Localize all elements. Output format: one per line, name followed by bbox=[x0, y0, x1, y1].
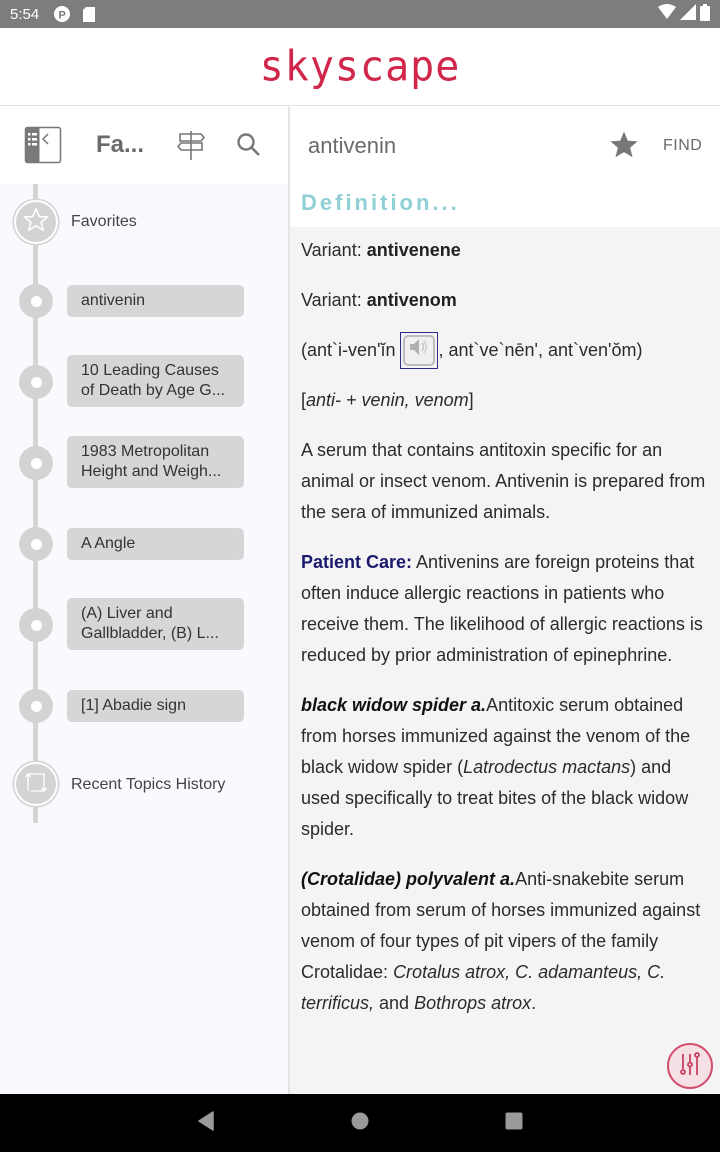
back-icon bbox=[197, 1111, 215, 1136]
star-icon bbox=[608, 148, 640, 165]
sliders-icon bbox=[675, 1049, 705, 1084]
timeline-line bbox=[33, 184, 38, 821]
favorite-item[interactable]: [1] Abadie sign bbox=[67, 690, 244, 722]
timeline-node bbox=[19, 527, 53, 561]
timeline-node bbox=[19, 689, 53, 723]
star-outline-icon bbox=[22, 206, 50, 239]
favorites-label: Favorites bbox=[71, 213, 137, 230]
timeline-node bbox=[19, 608, 53, 642]
app-header bbox=[0, 28, 720, 106]
subentry-black-widow: black widow spider a.Antitoxic serum obtained from horses immunized against the venom of the black widow spider (Latrodectus mactans) and used specifically to treat bites of the black widow spider. bbox=[301, 695, 691, 839]
signpost-icon bbox=[175, 129, 207, 166]
history-swap-icon bbox=[23, 769, 49, 800]
home-icon bbox=[351, 1112, 369, 1135]
panel-toggle-button[interactable] bbox=[24, 126, 62, 169]
subentry-crotalidae: (Crotalidae) polyvalent a.Anti-snakebite serum obtained from serum of horses immunized against venom of four types of pit vipers of the family Crotalidae: Crotalus atrox, C. adamanteus, C. terrificus, and Bothrops atrox. bbox=[301, 869, 701, 1013]
definition-text: A serum that contains antitoxin specific for an animal or insect venom. Antivenin is prepared from the sera of immunized animals. bbox=[301, 440, 706, 522]
timeline-node bbox=[19, 446, 53, 480]
patient-care: Patient Care: Antivenins are foreign proteins that often induce allergic reactions in patients who receive them. The likelihood of allergic reactions is reduced by prior administration of epinephrine. bbox=[301, 552, 703, 665]
favorite-item[interactable]: antivenin bbox=[67, 285, 244, 317]
system-nav-bar bbox=[0, 1094, 720, 1152]
favorite-item[interactable]: 10 Leading Causes of Death by Age G... bbox=[67, 355, 244, 407]
left-panel-title: Fa... bbox=[96, 131, 145, 158]
signpost-button[interactable] bbox=[175, 129, 207, 166]
document-title: antivenin bbox=[308, 133, 397, 158]
variant-line: Variant: antivenom bbox=[301, 290, 457, 310]
favorite-item[interactable]: 1983 Metropolitan Height and Weigh... bbox=[67, 436, 244, 488]
document-content bbox=[290, 227, 720, 1019]
speaker-icon bbox=[409, 335, 429, 366]
variant-line: Variant: antivenene bbox=[301, 240, 461, 260]
left-toolbar bbox=[0, 107, 288, 184]
skyscape-logo: skyscape bbox=[259, 42, 461, 91]
find-button[interactable]: FIND bbox=[663, 137, 703, 154]
favorites-node bbox=[14, 200, 58, 244]
favorites-panel bbox=[0, 107, 288, 1094]
etymology: [anti- + venin, venom] bbox=[301, 390, 474, 410]
back-button[interactable] bbox=[176, 1094, 236, 1152]
home-button[interactable] bbox=[330, 1094, 390, 1152]
timeline-line-end bbox=[33, 809, 38, 823]
search-icon bbox=[236, 132, 262, 163]
section-heading: Definition... bbox=[290, 184, 720, 227]
favorite-item[interactable]: (A) Liver and Gallbladder, (B) L... bbox=[67, 598, 244, 650]
timeline-node bbox=[19, 284, 53, 318]
search-button[interactable] bbox=[236, 132, 262, 163]
battery-icon bbox=[700, 4, 710, 25]
p-circle-icon bbox=[53, 5, 71, 23]
panel-collapse-icon bbox=[24, 126, 62, 169]
audio-button[interactable] bbox=[400, 332, 438, 369]
signal-icon bbox=[680, 4, 696, 24]
document-panel bbox=[290, 107, 720, 1094]
wifi-icon bbox=[658, 4, 676, 24]
favorite-item[interactable]: A Angle bbox=[67, 528, 244, 560]
settings-fab[interactable] bbox=[667, 1043, 713, 1089]
svg-text:P: P bbox=[58, 9, 67, 22]
status-bar bbox=[0, 0, 720, 28]
status-time: 5:54 bbox=[10, 5, 40, 23]
history-label[interactable]: Recent Topics History bbox=[71, 776, 226, 793]
patient-care-label: Patient Care: bbox=[301, 552, 413, 572]
sd-card-icon bbox=[83, 7, 95, 22]
right-toolbar bbox=[290, 107, 720, 184]
timeline-node bbox=[19, 365, 53, 399]
recents-icon bbox=[505, 1112, 523, 1135]
favorite-button[interactable] bbox=[608, 129, 640, 166]
history-node[interactable] bbox=[14, 762, 58, 806]
recents-button[interactable] bbox=[484, 1094, 544, 1152]
pronunciation: (ant`i-ven'ĭn , ant`ve`nēn', ant`ven'ŏm) bbox=[301, 335, 709, 366]
